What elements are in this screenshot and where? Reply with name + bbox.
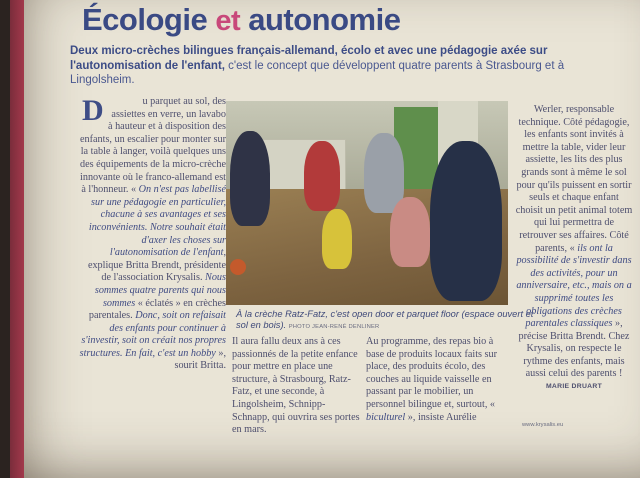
article-lead <box>70 44 630 88</box>
col1-quote1-open: « <box>131 184 139 196</box>
website-link[interactable]: www.krysalis.eu <box>522 422 564 428</box>
col1-quote2-close: », sourit Britta. <box>174 347 226 372</box>
col3-text-a: Au programme, des repas bio à base de produits locaux faits sur place, des produits écolo, des couches au liquide vaisselle en passant par le mobilier, un personnel bilingue et, surtout, « <box>366 336 497 410</box>
col1-paragraph-1: u parquet au sol, des assiettes en verre, un lavabo à hauteur et à disposition des enfants, un escalier pour monter sur la table à langer, voilà quelques uns des équipements de la micro-crèche innovante où le franco-allemand est à l'honneur. <box>80 96 226 196</box>
article-photo <box>226 101 508 305</box>
col1-quote2-plain: « éclatés » en crèches parentales. <box>88 297 226 322</box>
title-word-autonomie: autonomie <box>248 2 401 37</box>
author-signature: MARIE DRUART <box>545 383 603 391</box>
col1-quote1-italic: On n'est pas labellisé sur une pédagogie en particulier, chacune à ses avantages et ses inconvénients. Notre souhait était d'axer les choses sur l'autonomisation de l'enfant <box>88 184 226 259</box>
lead-plain: c'est le concept que développent quatre parents à Strasbourg et à Lingolsheim. <box>70 59 565 86</box>
photo-adult-left <box>230 131 270 226</box>
article-title <box>82 2 400 38</box>
caption-text: À la crèche Ratz-Fatz, c'est open door et parquet floor (espace ouvert et sol en bois). <box>236 309 534 330</box>
photo-adult-right <box>430 141 502 301</box>
col3-italic: biculturel <box>366 411 406 423</box>
photo-caption <box>236 309 536 333</box>
page-edge-stripe <box>10 0 24 478</box>
title-word-ecologie: Écologie <box>82 2 208 37</box>
col4-text-a: Werler, responsable technique. Côté pédagogie, les enfants sont invités à mettre la table, vider leur assiette, les lits des plus grands sont à même le sol pour qu'ils puissent en sortir seuls et chaque enfant choisit un petit animal totem qui lui permettra de retrouver ses affaires. Côté parents, « <box>515 104 633 254</box>
lead-bold: Deux micro-crèches bilingues français-allemand, écolo et avec une pédagogie axée sur l'autonomisation de l'enfant, <box>70 45 548 72</box>
col1-quote2-italic-b: Donc, soit on refaisait des enfants pour continuer à s'investir, soit on créait nos propres structures. En fait, c'est un hobby <box>79 310 226 359</box>
column-3 <box>366 336 506 424</box>
col1-quote2-italic-a: Nous sommes quatre parents qui nous sommes <box>94 272 226 309</box>
column-2 <box>232 336 362 437</box>
photo-child-right <box>390 197 430 267</box>
col3-text-b: », insiste Aurélie <box>405 411 477 423</box>
col1-quote1-close: , explique Britta Brendt, présidente de l'association Krysalis. <box>87 247 226 284</box>
column-1 <box>76 96 226 466</box>
magazine-page <box>10 0 640 478</box>
col4-text-b: », précise Britta Brendt. Chez Krysalis, on respecte le rythme des enfants, mais aussi celui des parents ! <box>518 318 630 380</box>
column-4 <box>515 104 633 394</box>
photo-credit: PHOTO JEAN-RENÉ DENLINER <box>288 324 380 330</box>
photo-child-yellow <box>322 209 352 269</box>
title-word-et: et <box>215 5 241 37</box>
photo-adult-center <box>304 141 340 211</box>
col2-text: Il aura fallu deux ans à ces passionnés de la petite enfance pour mettre en place une structure, à Strasbourg, Ratz-Fatz, et une seconde, à Lingolsheim, Schnipp-Schnapp, qui ouvrira ses portes en mars. <box>232 336 360 436</box>
col4-italic: ils ont la possibilité de s'investir dans des activités, pour un anniversaire, etc., mais on a supprimé toutes les obligations des crèches parentales classiques <box>516 242 632 330</box>
photo-ball <box>230 259 246 275</box>
drop-cap: D <box>82 96 104 127</box>
